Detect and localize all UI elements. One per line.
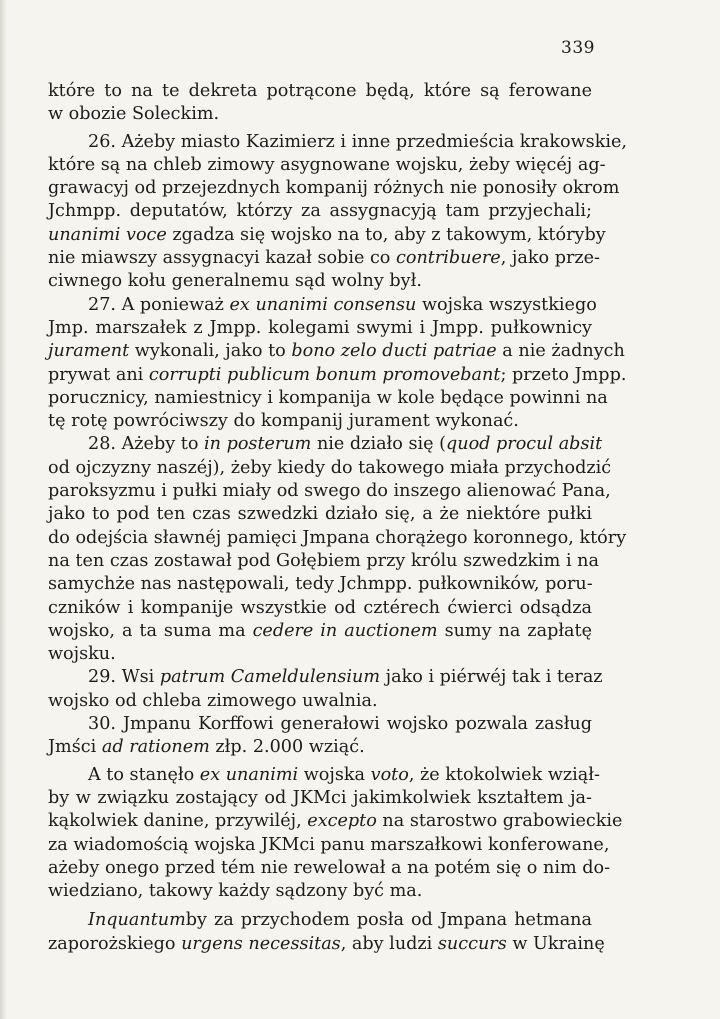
scan-edge [0, 0, 7, 1019]
text-line: jako to pod ten czas szwedzki działo się, a że niektóre pułki [48, 504, 592, 525]
text-line: grawacyj od przejezdnych kompanij różnych nie ponosiły okrom [48, 178, 620, 199]
paragraph-27-start: 27. A ponieważ ex unanimi consensu wojska wszystkiego [88, 294, 597, 315]
text-line: prywat ani corrupti publicum bonum promovebant; przeto Jmpp. [48, 364, 627, 385]
text-line: wiedziano, takowy każdy sądzony być ma. [48, 881, 423, 902]
text-line: nie miawszy assygnacyi kazał sobie co contribuere, jako prze- [48, 248, 600, 269]
paragraph-26-start: 26. Ażeby miasto Kazimierz i inne przedmieścia krakowskie, [88, 131, 627, 152]
text-line: tę rotę powróciwszy do kompanij jurament wykonać. [48, 411, 519, 432]
text-line: wojsku. [48, 644, 116, 665]
text-line: wojsko, a ta suma ma cedere in auctionem sumy na zapłatę [48, 620, 593, 641]
paragraph-28-start: 28. Ażeby to in posterum nie działo się (quod procul absit [88, 434, 603, 455]
text-line: Jchmpp. deputatów, którzy za assygnacyją tam przyjechali; [48, 201, 592, 222]
text-line: jurament wykonali, jako to bono zelo ducti patriae a nie żadnych [48, 341, 625, 362]
text-line: w obozie Soleckim. [48, 104, 220, 125]
text-line: za wiadomością wojska JKMci panu marszałkowi konferowane, [48, 834, 610, 855]
text-line: ciwnego kołu generalnemu sąd wolny był. [48, 271, 422, 292]
text-line: czników i kompanije wszystkie od cztérech ćwierci odsądza [48, 597, 592, 618]
text-line: unanimi voce zgadza się wojsko na to, aby z takowym, któryby [48, 224, 606, 245]
text-line: na ten czas zostawał pod Gołębiem przy królu szwedzkim i na [48, 550, 599, 571]
text-line: które są na chleb zimowy asygnowane wojsku, żeby więcéj ag- [48, 154, 606, 175]
text-line: od ojczyzny naszéj), żeby kiedy do takowego miała przychodzić [48, 457, 612, 478]
text-line: by w związku zostający od JKMci jakimkolwiek kształtem ja- [48, 787, 592, 808]
text-line: kąkolwiek danine, przywiléj, excepto na starostwo grabowieckie [48, 811, 623, 832]
page-number: 339 [561, 38, 595, 58]
text-line: Jmści ad rationem złp. 2.000 wziąć. [48, 737, 365, 758]
text-line: zaporożskiego urgens necessitas, aby ludzi succurs w Ukrainę [48, 933, 605, 954]
text-line: wojsko od chleba zimowego uwalnia. [48, 690, 378, 711]
text-line: które to na te dekreta potrącone będą, które są ferowane [48, 81, 592, 101]
text-block [48, 80, 627, 956]
text-line: ażeby onego przed tém nie rewelował a na potém się o nim do- [48, 857, 611, 878]
text-line: samychże nas następowali, tedy Jchmpp. pułkowników, poru- [48, 574, 593, 595]
text-line: porucznicy, namiestnicy i kompanija w kole będące powinni na [48, 387, 608, 408]
paragraph-resolution-start: A to stanęło ex unanimi wojska voto, że ktokolwiek wziął- [88, 764, 600, 785]
text-line: paroksyzmu i pułki miały od swego do inszego alienować Pana, [48, 481, 611, 502]
paragraph-30-start: 30. Jmpanu Korffowi generałowi wojsko pozwala zasług [88, 714, 592, 735]
paragraph-inquantum-start: Inquantumby za przychodem posła od Jmpana hetmana [88, 910, 592, 931]
text-line: do odejścia sławnéj pamięci Jmpana chorążego koronnego, który [48, 527, 627, 548]
paragraph-29-start: 29. Wsi patrum Cameldulensium jako i piérwéj tak i teraz [88, 667, 603, 688]
text-line: Jmp. marszałek z Jmpp. kolegami swymi i Jmpp. pułkownicy [48, 317, 592, 338]
